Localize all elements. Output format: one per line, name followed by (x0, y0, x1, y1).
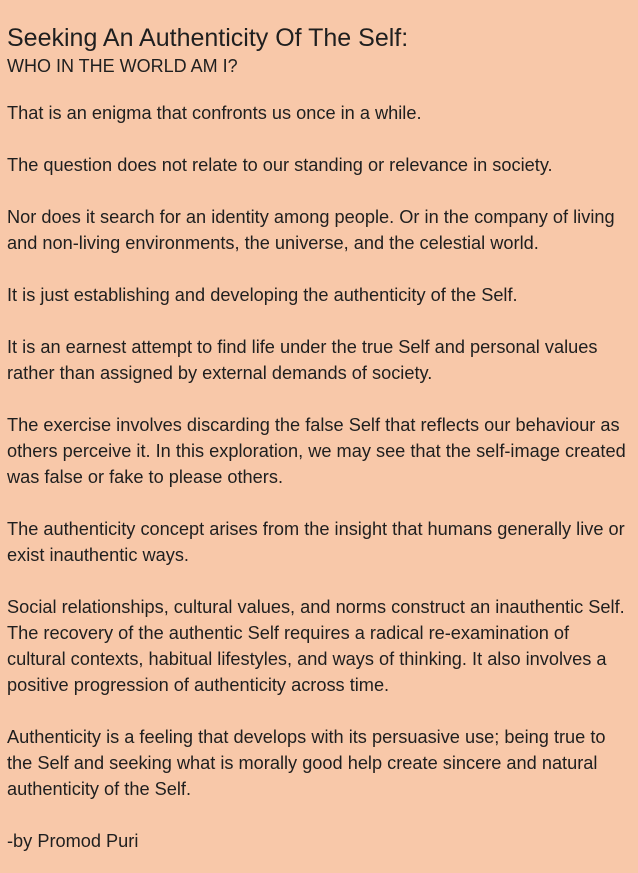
paragraph-2: The question does not relate to our standing or relevance in society. (7, 155, 553, 175)
paragraph-7: The authenticity concept arises from the insight that humans generally live or exist inauthentic ways. (7, 519, 625, 565)
paragraph-4: It is just establishing and developing the authenticity of the Self. (7, 285, 518, 305)
paragraph-9: Authenticity is a feeling that develops with its persuasive use; being true to the Self and seeking what is morally good help create sincere and natural authenticity of the Self. (7, 727, 606, 799)
paragraph-3: Nor does it search for an identity among people. Or in the company of living and non-living environments, the universe, and the celestial world. (7, 207, 615, 253)
author-byline: -by Promod Puri (7, 831, 139, 851)
page-title: Seeking An Authenticity Of The Self: (7, 24, 409, 52)
paragraph-8: Social relationships, cultural values, and norms construct an inauthentic Self. The recovery of the authentic Self requires a radical re-examination of cultural contexts, habitual lifestyles, and ways of thinking. It also involves a positive progression of authenticity across time. (7, 597, 625, 695)
paragraph-5: It is an earnest attempt to find life under the true Self and personal values rather than assigned by external demands of society. (7, 337, 598, 383)
page-subtitle: WHO IN THE WORLD AM I? (7, 56, 238, 76)
paragraph-1: That is an enigma that confronts us once in a while. (7, 103, 422, 123)
paragraph-6: The exercise involves discarding the false Self that reflects our behaviour as others perceive it. In this exploration, we may see that the self-image created was false or fake to please others. (7, 415, 626, 487)
